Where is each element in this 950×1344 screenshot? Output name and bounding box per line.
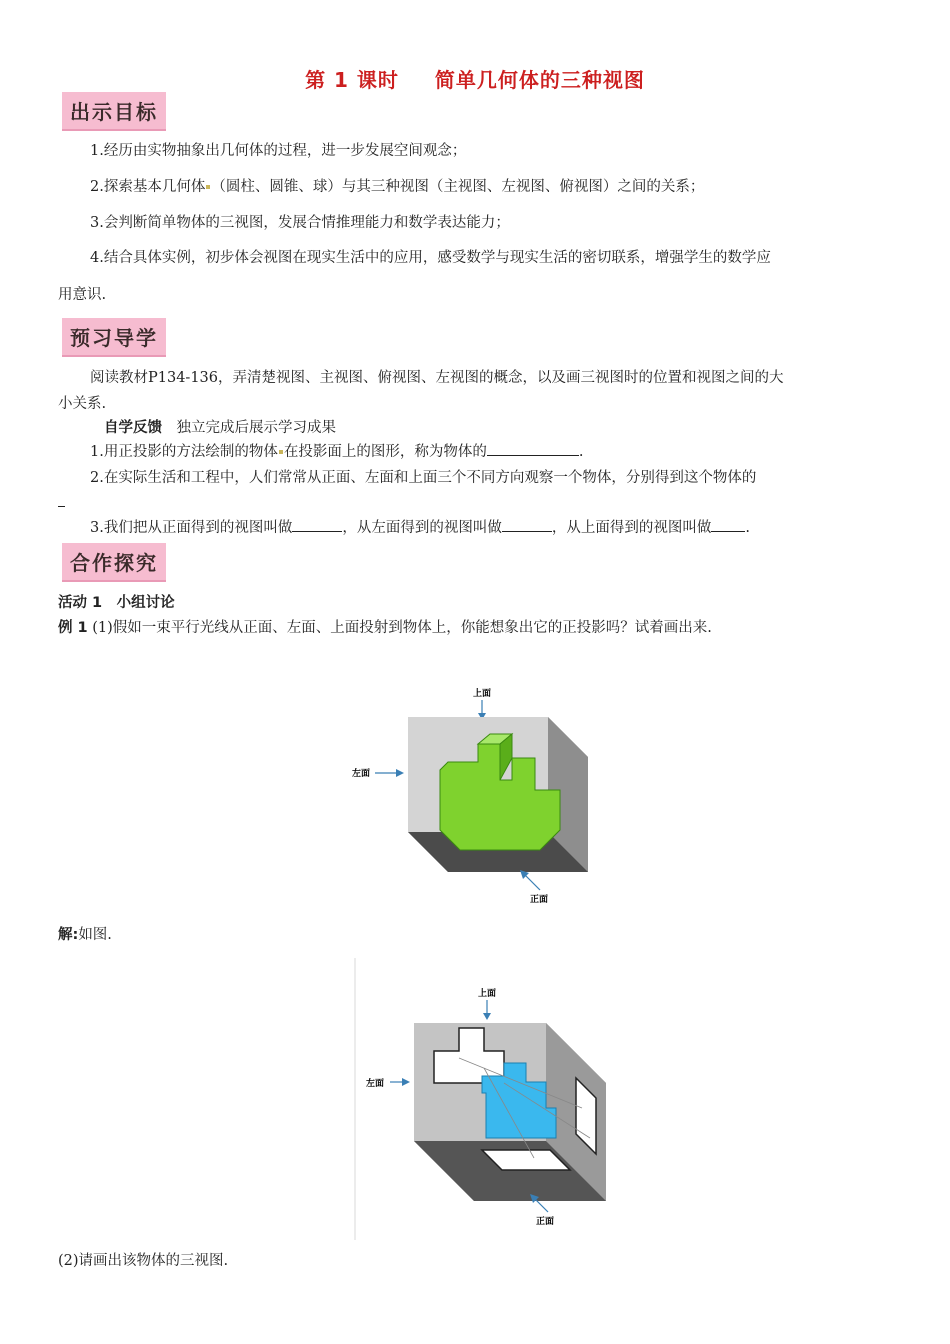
q2-blank[interactable]: [58, 506, 65, 507]
self-feedback: [104, 417, 336, 439]
arrow2-left-icon: [402, 1078, 410, 1086]
arrow-left-icon: [396, 769, 404, 777]
goal-4: 4.结合具体实例，初步体会视图在现实生活中的应用，感受数学与现实生活的密切联系，增强学生的数学应: [90, 250, 771, 266]
example-1: [58, 617, 712, 639]
q3-end: .: [745, 520, 750, 536]
feedback-text: 独立完成后展示学习成果: [176, 420, 336, 436]
figure2-label-top: 上面: [477, 989, 497, 999]
goal-2: [90, 176, 704, 198]
section-badge-goals: 出示目标: [62, 92, 166, 131]
figure-green-solid: [330, 680, 630, 910]
q1-a: 1.用正投影的方法绘制的物体: [90, 444, 278, 460]
mark-dot-2: [279, 450, 283, 454]
mark-dot: [206, 185, 210, 189]
figure-projections: [354, 958, 654, 1240]
figure1-label-top: 上面: [472, 689, 492, 699]
question-2: 2.在实际生活和工程中，人们常常从正面、左面和上面三个不同方向观察一个物体，分别得到这个物体的: [90, 470, 757, 486]
q3-blank-3[interactable]: [711, 517, 745, 532]
q3-a: 3.我们把从正面得到的视图叫做: [90, 520, 293, 536]
part-2: (2)请画出该物体的三视图.: [58, 1253, 229, 1269]
q3-blank-1[interactable]: [292, 517, 342, 532]
q3-b: ，从左面得到的视图叫做: [342, 520, 502, 536]
figure2-label-front: 正面: [536, 1217, 555, 1227]
figure2-label-left: 左面: [366, 1079, 385, 1089]
question-1: [90, 441, 583, 463]
goal-4-cont: 用意识.: [58, 287, 107, 303]
q3-blank-2[interactable]: [502, 517, 552, 532]
goal-1: 1.经历由实物抽象出几何体的过程，进一步发展空间观念；: [90, 143, 467, 159]
goal-2-a: 2.探索基本几何体: [90, 179, 206, 195]
goal-2-b: （圆柱、圆锥、球）与其三种视图（主视图、左视图、俯视图）之间的关系；: [211, 179, 705, 195]
solution: [58, 924, 112, 946]
page-title: [0, 64, 950, 93]
arrow-front-line: [524, 874, 540, 890]
section-badge-preview: 预习导学: [62, 318, 166, 357]
figure1-label-left: 左面: [352, 769, 371, 779]
example-label: 例 1: [58, 620, 88, 636]
figure1-label-front: 正面: [530, 895, 549, 905]
arrow2-top-icon: [483, 1013, 491, 1020]
title-topic: 简单几何体的三种视图: [434, 68, 645, 92]
section-badge-explore: 合作探究: [62, 543, 166, 582]
preview-reading-1: 阅读教材P134-136，弄清楚视图、主视图、俯视图、左视图的概念，以及画三视图时的位置和视图之间的大: [90, 370, 784, 386]
q3-c: ，从上面得到的视图叫做: [551, 520, 712, 536]
example-text: (1)假如一束平行光线从正面、左面、上面投射到物体上，你能想象出它的正投影吗？试着画出来.: [92, 620, 712, 636]
title-lesson: 第 1 课时: [305, 68, 399, 92]
preview-reading-2: 小关系.: [58, 396, 107, 412]
question-3: [90, 517, 750, 539]
solution-label: 解:: [58, 927, 79, 943]
goal-3: 3.会判断简单物体的三视图，发展合情推理能力和数学表达能力；: [90, 215, 510, 231]
activity-heading: 活动 1 小组讨论: [58, 595, 175, 611]
q1-blank[interactable]: [487, 441, 579, 456]
feedback-label: 自学反馈: [104, 420, 162, 436]
solution-text: 如图.: [78, 927, 112, 943]
q1-b: 在投影面上的图形，称为物体的: [283, 444, 487, 460]
q1-end: .: [578, 444, 584, 460]
